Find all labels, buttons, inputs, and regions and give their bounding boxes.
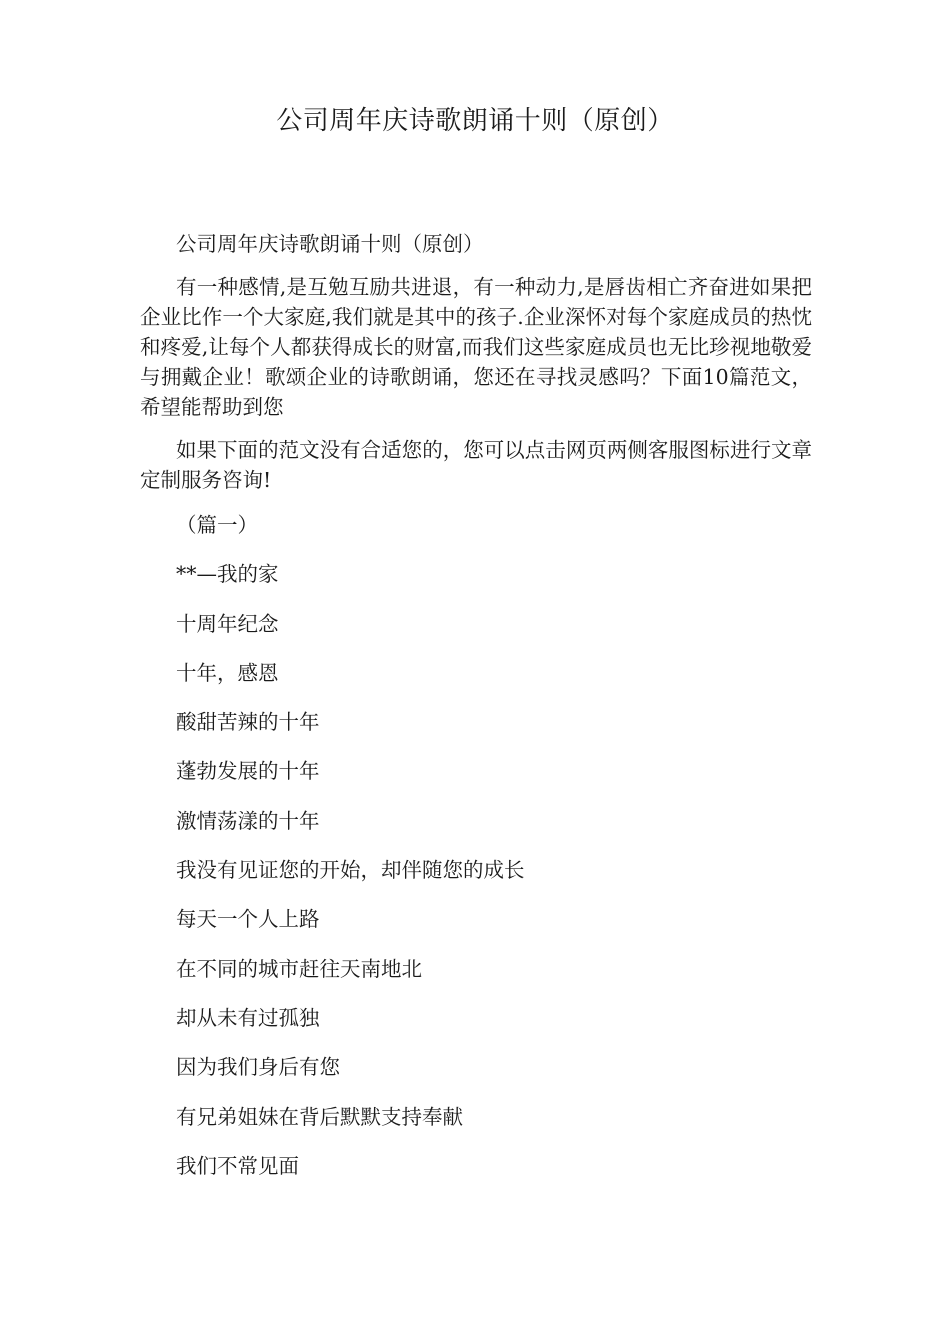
poem-line: 因为我们身后有您	[176, 1055, 340, 1080]
intro-paragraph: 有一种感情,是互勉互励共进退，有一种动力,是唇齿相亡齐奋进如果把企业比作一个大家庭,我们就是其中的孩子.企业深怀对每个家庭成员的热忱和疼爱,让每个人都获得成长的财富,而我们这些家庭成员也无比珍视地敬爱与拥戴企业！歌颂企业的诗歌朗诵，您还在寻找灵感吗？下面10篇范文，希望能帮助到您	[140, 275, 812, 419]
poem-line: 我们不常见面	[176, 1153, 299, 1178]
poem-line: 酸甜苦辣的十年	[176, 710, 320, 735]
service-paragraph: 如果下面的范文没有合适您的，您可以点击网页两侧客服图标进行文章定制服务咨询!	[140, 438, 812, 492]
poem-line: 在不同的城市赶往天南地北	[176, 956, 422, 981]
poem-line: 却从未有过孤独	[176, 1005, 320, 1030]
poem-line: 十周年纪念	[176, 611, 279, 636]
poem-line: 十年，感恩	[176, 660, 279, 685]
poem-line: 蓬勃发展的十年	[176, 759, 320, 784]
poem-section-label: （篇一）	[176, 513, 258, 537]
subtitle-paragraph: 公司周年庆诗歌朗诵十则（原创）	[176, 232, 484, 256]
poem-line: 我没有见证您的开始，却伴随您的成长	[176, 858, 525, 883]
poem-line: 激情荡漾的十年	[176, 808, 320, 833]
poem-line: **—我的家	[176, 562, 279, 587]
document-body	[140, 229, 812, 1181]
poem-line: 每天一个人上路	[176, 907, 320, 932]
poem-line: 有兄弟姐妹在背后默默支持奉献	[176, 1104, 463, 1129]
document-title: 公司周年庆诗歌朗诵十则（原创）	[276, 106, 674, 136]
